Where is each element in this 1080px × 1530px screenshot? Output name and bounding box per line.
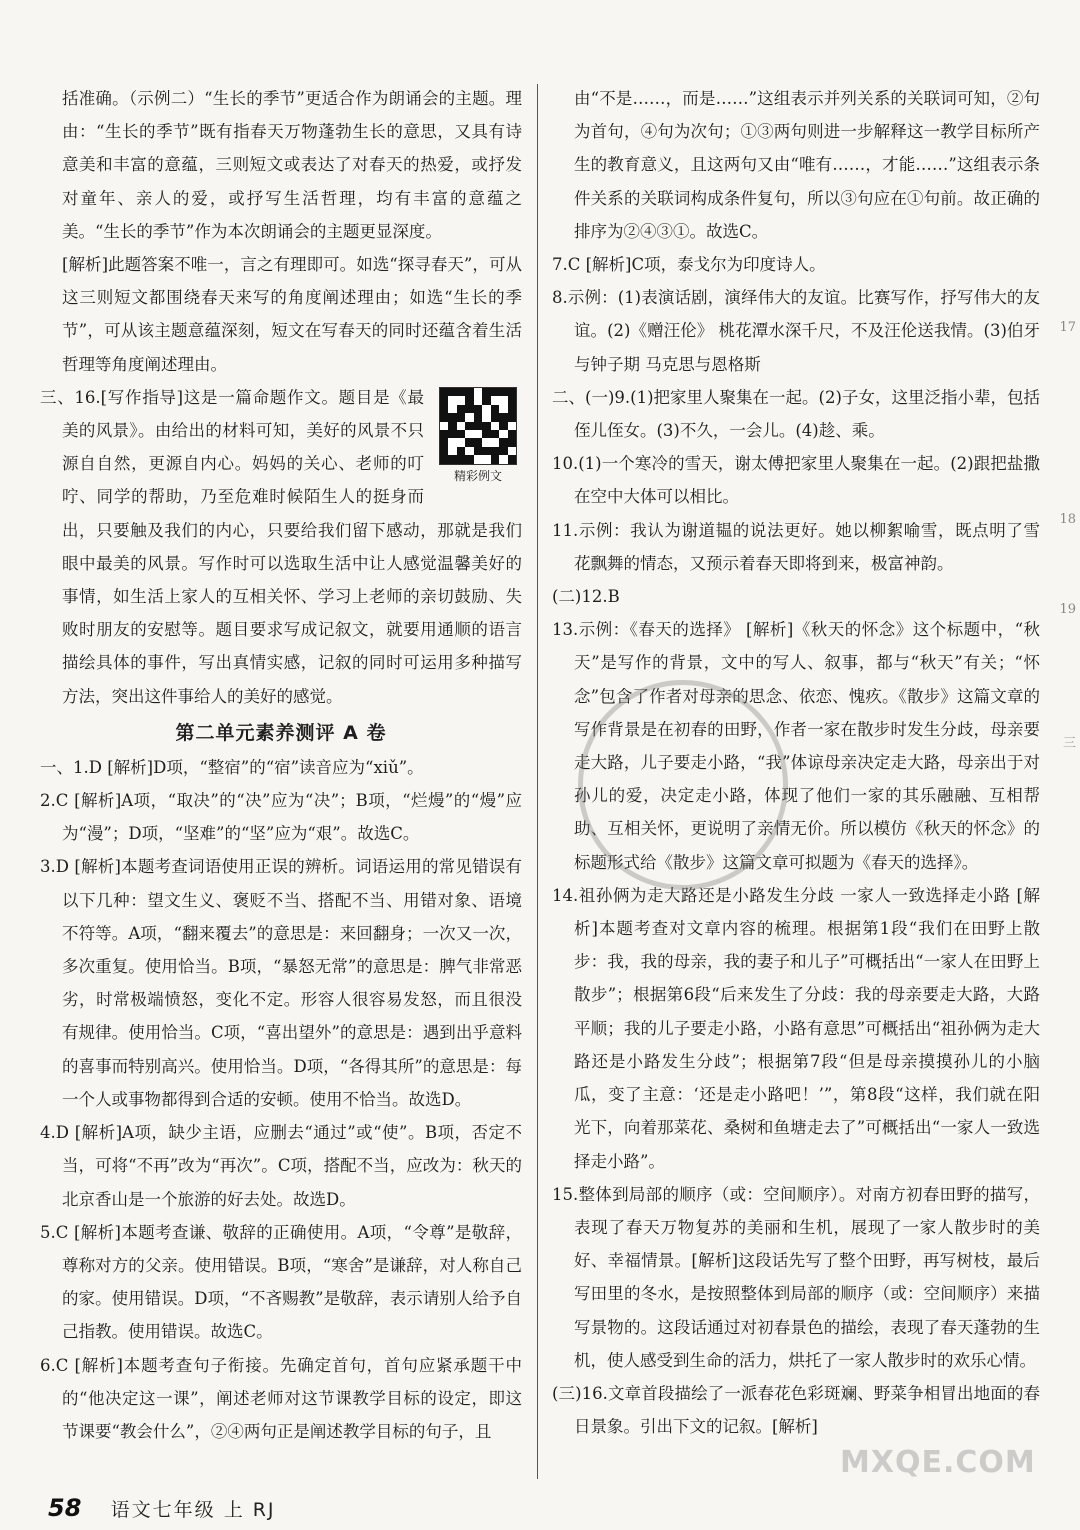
- section-title: 第二单元素养测评 A 卷: [175, 721, 387, 744]
- qr-code-icon: [439, 387, 517, 465]
- qr-code: [434, 387, 522, 484]
- qr-label: 精彩例文: [453, 468, 502, 483]
- answer-paragraph: [解析]此题答案不唯一，言之有理即可。如选“探寻春天”，可从这三则短文都围绕春天来写的角度阐述理由；如选“生长的季节”，可从该主题意蕴深刻，短文在写春天的同时还蕴含着生活哲理等角度阐述理由。: [62, 255, 522, 374]
- margin-mark: 三: [1062, 736, 1076, 751]
- answer-paragraph: 2.C [解析]A项，“取决”的“决”应为“决”；B项，“烂熳”的“熳”应为“漫”；D项，“坚难”的“坚”应为“艰”。故选C。: [40, 791, 522, 844]
- answer-paragraph: 6.C [解析]本题考查句子衔接。先确定首句，首句应紧承题干中的“他决定这一课”，阐述老师对这节课教学目标的设定，即这节课要“教会什么”，②④两句正是阐述教学目标的句子，且: [40, 1355, 522, 1441]
- answer-paragraph: 括准确。（示例二）“生长的季节”更适合作为朗诵会的主题。理由：“生长的季节”既有指春天万物蓬勃生长的意思，又具有诗意美和丰富的意蕴，三则短文或表达了对春天的热爱，或抒发对童年、亲人的爱，或抒写生活哲理，均有丰富的意蕴之美。“生长的季节”作为本次朗诵会的主题更显深度。: [62, 89, 522, 241]
- answer-paragraph: 11.示例：我认为谢道韫的说法更好。她以柳絮喻雪，既点明了雪花飘舞的情态，又预示着春天即将到来，极富神韵。: [552, 520, 1040, 573]
- margin-mark: 19: [1059, 602, 1076, 617]
- answer-paragraph: 二、(一)9.(1)把家里人聚集在一起。(2)子女，这里泛指小辈，包括侄儿侄女。(3)不久，一会儿。(4)趁、乘。: [552, 387, 1040, 441]
- answer-paragraph: 由“不是……，而是……”这组表示并列关系的关联词可知，②句为首句，④句为次句；①③两句则进一步解释这一教学目标所产生的教育意义，且这两句又由“唯有……，才能……”这组表示条件关系的关联词构成条件复句，所以③句应在①句前。故正确的排序为②④③①。故选C。: [574, 89, 1040, 241]
- answer-paragraph: 15.整体到局部的顺序（或：空间顺序）。对南方初春田野的描写，表现了春天万物复苏的美丽和生机，展现了一家人散步时的美好、幸福情景。[解析]这段话先写了整个田野，再写树枝，最后写田里的冬水，是按照整体到局部的顺序（或：空间顺序）来描写景物的。这段话通过对初春景色的描绘，表现了春天蓬勃的生机，使人感受到生命的活力，烘托了一家人散步时的欢乐心情。: [552, 1184, 1040, 1370]
- answer-paragraph: 3.D [解析]本题考查词语使用正误的辨析。词语运用的常见错误有以下几种：望文生义、褒贬不当、搭配不当、用错对象、语境不符等。A项，“翻来覆去”的意思是：来回翻身；一次又一次，多次重复。使用恰当。B项，“暴怒无常”的意思是：脾气非常恶劣，时常极端愤怒，变化不定。形容人很容易发怒，而且很没有规律。使用恰当。C项，“喜出望外”的意思是：遇到出乎意料的喜事而特别高兴。使用恰当。D项，“各得其所”的意思是：每一个人或事物都得到合适的安顿。使用不恰当。故选D。: [40, 857, 522, 1109]
- footer-book-title: 语文七年级 上 RJ: [110, 1499, 276, 1521]
- left-column: [40, 82, 522, 1448]
- answer-paragraph: 5.C [解析]本题考查谦、敬辞的正确使用。A项，“令尊”是敬辞，尊称对方的父亲。使用错误。B项，“寒舍”是谦辞，对人称自己的家。使用错误。D项，“不吝赐教”是敬辞，表示请别人给予自己指教。使用错误。故选C。: [40, 1222, 522, 1342]
- answer-paragraph: 4.D [解析]A项，缺少主语，应删去“通过”或“使”。B项，否定不当，可将“不再”改为“再次”。C项，搭配不当，应改为：秋天的北京香山是一个旅游的好去处。故选D。: [40, 1123, 522, 1209]
- margin-mark: 18: [1059, 512, 1076, 527]
- answer-paragraph: 13.示例：《春天的选择》 [解析]《秋天的怀念》这个标题中，“秋天”是写作的背景，文中的写人、叙事，都与“秋天”有关；“怀念”包含了作者对母亲的思念、依恋、愧疚。《散步》这篇文章的写作背景是在初春的田野，作者一家在散步时发生分歧，母亲要走大路，儿子要走小路，“我”体谅母亲决定走大路，母亲出于对孙儿的爱，决定走小路，体现了他们一家的其乐融融、互相帮助、互相关怀，更说明了亲情无价。所以模仿《秋天的怀念》的标题形式给《散步》这篇文章可拟题为《春天的选择》。: [552, 620, 1040, 872]
- answer-paragraph: 7.C [解析]C项，泰戈尔为印度诗人。: [552, 255, 826, 275]
- margin-mark: 17: [1059, 320, 1076, 335]
- answer-paragraph: 14.祖孙俩为走大路还是小路发生分歧 一家人一致选择走小路 [解析]本题考查对文章内容的梳理。根据第1段“我们在田野上散步：我，我的母亲，我的妻子和儿子”可概括出“一家人在田野上散步”；根据第6段“后来发生了分歧：我的母亲要走大路，大路平顺；我的儿子要走小路，小路有意思”可概括出“祖孙俩为走大路还是小路发生分歧”；根据第7段“但是母亲摸摸孙儿的小脑瓜，变了主意：‘还是走小路吧！’”，第8段“这样，我们就在阳光下，向着那菜花、桑树和鱼塘走去了”可概括出“一家人一致选择走小路”。: [552, 885, 1040, 1171]
- answer-paragraph: 10.(1)一个寒冷的雪天，谢太傅把家里人聚集在一起。(2)跟把盐撒在空中大体可以相比。: [552, 454, 1040, 507]
- answer-paragraph: (二)12.B: [552, 587, 620, 607]
- page-number: 58: [48, 1494, 82, 1522]
- watermark-logo: MXQE.COM: [840, 1445, 1036, 1480]
- answer-paragraph: 一、1.D [解析]D项，“整宿”的“宿”读音应为“xiǔ”。: [40, 757, 424, 777]
- answer-paragraph: 8.示例：(1)表演话剧，演绎伟大的友谊。比赛写作，抒写伟大的友谊。(2)《赠汪伦》 桃花潭水深千尺，不及汪伦送我情。(3)伯牙与钟子期 马克思与恩格斯: [552, 288, 1040, 374]
- page-footer: [48, 1494, 276, 1522]
- column-divider: [537, 84, 538, 1479]
- answer-paragraph: 三、16.[写作指导]这是一篇命题作文。题目是《最美的风景》。由给出的材料可知，美好的风景不只源自自然，更源自内心。妈妈的关心、老师的叮咛、同学的帮助，乃至危难时候陌生人的挺身而出，只要触及我们的内心，只要给我们留下感动，那就是我们眼中最美的风景。写作时可以选取生活中让人感觉温馨美好的事情，如生活上家人的互相关怀、学习上老师的亲切鼓励、失败时朋友的安慰等。题目要求写成记叙文，就要用通顺的语言描绘具体的事件，写出真情实感，记叙的同时可运用多种描写方法，突出这件事给人的美好的感觉。: [40, 387, 522, 706]
- answer-paragraph: (三)16.文章首段描绘了一派春花色彩斑斓、野菜争相冒出地面的春日景象。引出下文的记叙。[解析]: [552, 1383, 1040, 1437]
